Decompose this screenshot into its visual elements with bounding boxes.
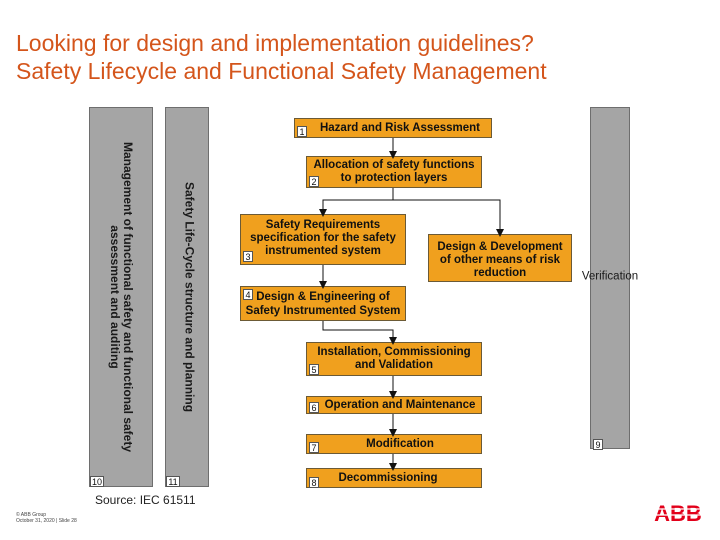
other-means-risk-reduction: Design & Development of other means of risk reduction (428, 234, 572, 282)
step-number: 4 (243, 289, 253, 300)
page-subtitle: Safety Lifecycle and Functional Safety Management (16, 58, 547, 84)
step-modification: Modification 7 (306, 434, 482, 454)
footer-date-slide: October 31, 2020 | Slide 28 (16, 518, 77, 524)
step-operation-maintenance: Operation and Maintenance 6 (306, 396, 482, 414)
step-number: 5 (309, 364, 319, 375)
step-number: 2 (309, 176, 319, 187)
verification-number: 9 (593, 439, 603, 450)
source-note: Source: IEC 61511 (95, 493, 196, 507)
step-number: 8 (309, 477, 319, 488)
management-bar-number: 10 (91, 477, 102, 487)
management-bar-label: Management of functional safety and functional safety assessment and auditing (108, 141, 135, 453)
step-safety-requirements-specification: Safety Requirements specification for the safety instrumented system 3 (240, 214, 406, 265)
arrow-2-3 (323, 188, 393, 213)
page-title: Looking for design and implementation guidelines? (16, 30, 534, 56)
step-allocation-safety-functions: Allocation of safety functions to protection layers 2 (306, 156, 482, 188)
structure-bar-number: 11 (166, 476, 180, 487)
step-number: 6 (309, 402, 319, 413)
step-design-engineering-sis: Design & Engineering of Safety Instrumented System 4 (240, 286, 406, 321)
step-decommissioning: Decommissioning 8 (306, 468, 482, 488)
abb-logo-text: ABB (654, 502, 702, 524)
abb-logo (652, 502, 704, 524)
step-number: 1 (297, 126, 307, 137)
step-hazard-risk-assessment: Hazard and Risk Assessment 1 (294, 118, 492, 138)
step-installation-commissioning-validation: Installation, Commissioning and Validation 5 (306, 342, 482, 376)
arrow-4-5 (323, 321, 393, 341)
step-number: 7 (309, 442, 319, 453)
arrow-2-other (393, 200, 500, 233)
step-number: 3 (243, 251, 253, 262)
footer-copyright: © ABB Group (16, 512, 47, 518)
verification-label: Verification (581, 270, 639, 283)
structure-bar-label: Safety Life-Cycle structure and planning (182, 181, 197, 413)
